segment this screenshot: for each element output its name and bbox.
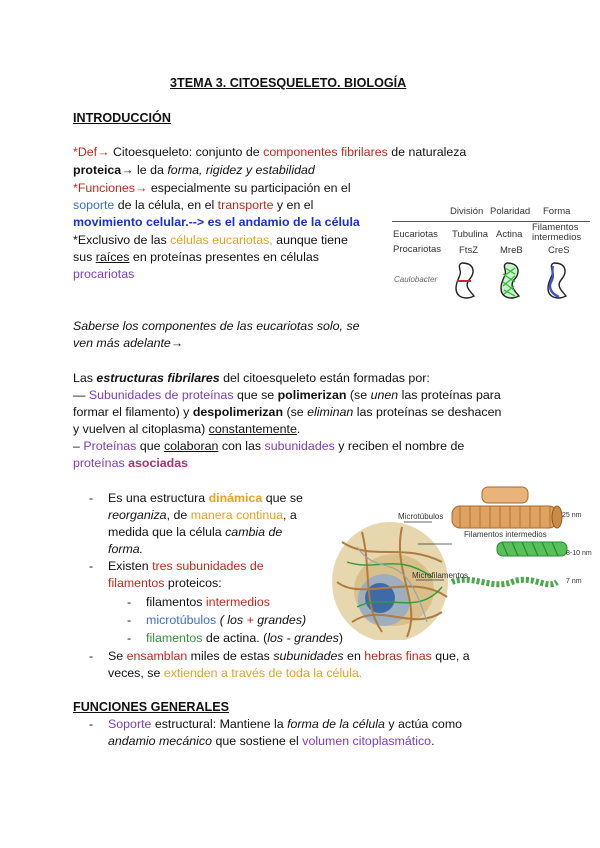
bullet-dash-2: -: [89, 559, 94, 573]
filamentos: filamentos: [108, 576, 165, 590]
saberse-line-2: ven más adelante→: [73, 336, 184, 350]
estructuras-2c: que se: [233, 388, 278, 402]
ensamblan: ensamblan: [126, 649, 188, 663]
soporte: soporte: [73, 198, 115, 212]
intermedios: intermedios: [205, 595, 270, 609]
funciones-line: [73, 180, 351, 196]
intro-heading: INTRODUCCIÓN: [73, 111, 171, 125]
transporte: transporte: [217, 198, 274, 212]
mreb-bacterium-icon: [501, 263, 519, 298]
estructuras-4c: .: [296, 422, 301, 436]
estructuras-line-6: [73, 455, 188, 471]
b3c: miles de estas: [187, 649, 274, 663]
s3b: de actina. (: [202, 631, 268, 645]
b2d: proteicos:: [164, 576, 222, 590]
estructuras-2g: las proteínas para: [398, 388, 501, 402]
f1h: .: [431, 734, 435, 748]
funciones-heading: FUNCIONES GENERALES: [73, 700, 230, 714]
bullet-3-line-2: [108, 665, 362, 682]
funciones-text: especialmente su participación en el: [147, 181, 351, 195]
estructuras-3a: formar el filamento) y: [73, 405, 193, 419]
sub-bullet-3: [146, 630, 343, 647]
raices: raíces: [95, 250, 130, 264]
movimiento-line: movimiento celular.--> es el andamio de la célula: [73, 215, 360, 229]
eucariotas: células eucariotas,: [170, 233, 273, 247]
manera-continua: manera continua: [190, 508, 283, 522]
def-text-2: de naturaleza: [387, 145, 467, 159]
estructuras-line-4: [73, 421, 300, 437]
table-cell-filamentos-2: intermedios: [532, 232, 582, 243]
colaboran: colaboran: [163, 439, 219, 453]
bullet-1-line-4: forma.: [108, 542, 144, 556]
s1a: filamentos: [146, 595, 206, 609]
estructuras-5a: –: [73, 439, 84, 453]
subunidades-proteinas: Subunidades de proteínas: [88, 388, 234, 402]
microtubulos: microtúbulos: [146, 613, 217, 627]
polimerizan: polimerizan: [277, 388, 347, 402]
eliminan: eliminan: [307, 405, 354, 419]
estructuras-4a: y vuelven al citoplasma): [73, 422, 209, 436]
andamio: andamio mecánico: [108, 734, 213, 748]
b3h: veces, se: [108, 666, 164, 680]
cres-bacterium-icon: [548, 263, 566, 298]
estructuras-5e: con las: [218, 439, 265, 453]
label-microfilamentos: Microfilamentos: [412, 571, 469, 580]
estructuras-3e: las proteínas se deshacen: [353, 405, 502, 419]
estructuras-line-3: [73, 404, 501, 420]
bullet-2-line-2: [108, 575, 222, 592]
estructuras-fibrilares: estructuras fibrilares: [96, 371, 220, 385]
b1h: medida que la célula: [108, 525, 226, 539]
sub-dash-2: -: [127, 613, 132, 627]
filamentos-actina: filamentos: [146, 631, 203, 645]
size-25nm: 25 nm: [562, 512, 582, 519]
sub-bullet-2: [146, 612, 306, 629]
funciones-line-1: [108, 716, 462, 733]
forma-celula: forma de la célula: [287, 717, 385, 731]
f1d: y actúa como: [384, 717, 463, 731]
table-header-polaridad: Polaridad: [490, 206, 531, 217]
def-highlight: componentes fibrilares: [263, 145, 388, 159]
size-8-10nm: 8-10 nm: [566, 550, 592, 557]
table-cell-filamentos-1: Filamentos: [532, 222, 579, 233]
exclusivo-text-2: aunque tiene: [272, 233, 348, 247]
unen: unen: [370, 388, 399, 402]
estructuras-2e: (se: [346, 388, 371, 402]
label-microtubulos: Microtúbulos: [398, 512, 444, 521]
raices-line: [73, 249, 319, 265]
estructuras-5c: que: [136, 439, 164, 453]
asociadas: asociadas: [128, 456, 189, 470]
bullet-3-line-1: [108, 648, 470, 665]
estructuras-line-2: [73, 387, 501, 403]
bacteria-icons: [450, 260, 580, 302]
reorganiza: reorganiza: [108, 508, 167, 522]
arrow-text: → le da: [121, 163, 168, 177]
label-intermedios: Filamentos intermedios: [464, 530, 547, 539]
forma: forma, rigidez y estabilidad: [167, 163, 315, 177]
table-organism: Caulobacter: [394, 275, 438, 284]
table-cell-cres: CreS: [548, 245, 570, 256]
soporte-text: de la célula, en el: [114, 198, 218, 212]
bullet-dash-1: -: [89, 491, 94, 505]
extienden: extienden a través de toda la célula.: [163, 666, 363, 680]
estructuras-3c: (se: [283, 405, 308, 419]
s3d: ): [338, 631, 344, 645]
cambia-de: cambia de: [225, 525, 283, 539]
plus: +: [246, 613, 254, 627]
ftsz-bacterium-icon: [456, 263, 474, 298]
soporte-line: [73, 197, 313, 213]
sub-dash-1: -: [127, 595, 132, 609]
tres-subunidades: tres subunidades de: [152, 559, 264, 573]
constantemente: constantemente: [208, 422, 297, 436]
subunidades: subunidades: [264, 439, 335, 453]
volumen: volumen citoplasmático: [302, 734, 432, 748]
estructuras-2a: —: [73, 388, 89, 402]
b1a: Es una estructura: [108, 491, 209, 505]
hebras-finas: hebras finas: [364, 649, 432, 663]
proteica: proteica: [73, 163, 122, 177]
bullet-2-line-1: [108, 558, 264, 575]
estructuras-line-5: [73, 438, 464, 454]
estructuras-1a: Las: [73, 371, 97, 385]
saberse-line-1: Saberse los componentes de las eucariotas solo, se: [73, 319, 360, 333]
microfilament-icon: [452, 580, 557, 585]
def-label: *Def→: [73, 145, 110, 159]
table-cell-filamentos: [532, 223, 581, 243]
despolimerizan: despolimerizan: [192, 405, 284, 419]
table-cell-mreb: MreB: [500, 245, 523, 256]
sub-bullet-1: [146, 594, 270, 611]
table-header-forma: Forma: [543, 206, 571, 217]
b3e: en: [343, 649, 365, 663]
funciones-line-2: [108, 733, 435, 750]
bullet-1-line-1: [108, 490, 303, 507]
s2b: ( los: [216, 613, 247, 627]
estructuras-5g: y reciben el nombre de: [334, 439, 465, 453]
s2d: grandes): [253, 613, 307, 627]
b3a: Se: [108, 649, 127, 663]
def-text: Citoesqueleto: conjunto de: [109, 145, 264, 159]
soporte-label: Soporte: [108, 717, 152, 731]
funciones-dash-1: -: [89, 717, 94, 731]
f1b: estructural: Mantiene la: [151, 717, 288, 731]
b3g: que, a: [431, 649, 470, 663]
proteinas: Proteínas: [83, 439, 137, 453]
proteinas-label: proteínas: [73, 456, 129, 470]
sub-dash-3: -: [127, 631, 132, 645]
bullet-1-line-2: [108, 507, 297, 524]
table-cell-tubulina: Tubulina: [452, 229, 489, 240]
proteica-line: [73, 162, 315, 178]
f1f: que sostiene el: [212, 734, 303, 748]
estructuras-line-1: [73, 370, 430, 386]
table-cell-ftsz: FtsZ: [459, 245, 478, 256]
sus: sus: [73, 250, 96, 264]
table-header-division: División: [450, 206, 484, 217]
funciones-label: *Funciones→: [73, 181, 148, 195]
b1g: , a: [283, 508, 297, 522]
page-title: 3TEMA 3. CITOESQUELETO. BIOLOGÍA: [170, 76, 407, 90]
b1c: que se: [262, 491, 303, 505]
bullet-1-line-3: [108, 524, 282, 541]
b1e: , de: [166, 508, 191, 522]
size-7nm: 7 nm: [566, 578, 582, 585]
microtubule-icon: [452, 487, 562, 528]
exclusivo-text: *Exclusivo de las: [73, 233, 171, 247]
subunidades-italic: subunidades: [273, 649, 344, 663]
cell-illustration: [332, 522, 448, 640]
intermediate-filament-icon: [497, 542, 567, 556]
dinamica: dinámica: [208, 491, 263, 505]
def-line: [73, 144, 466, 160]
exclusivo-line: [73, 232, 348, 248]
b2a: Existen: [108, 559, 153, 573]
table-cell-actina: Actina: [496, 229, 523, 240]
transporte-text: y en el: [273, 198, 314, 212]
procariotas: procariotas: [73, 267, 135, 281]
bullet-dash-3: -: [89, 649, 94, 663]
estructuras-1c: del citoesqueleto están formadas por:: [219, 371, 430, 385]
cytoskeleton-illustration: [332, 482, 594, 640]
s3c: los - grandes: [267, 631, 339, 645]
table-row-procariotas: Procariotas: [393, 244, 442, 255]
raices-text: en proteínas presentes en células: [129, 250, 319, 264]
table-row-eucariotas: Eucariotas: [393, 229, 438, 240]
